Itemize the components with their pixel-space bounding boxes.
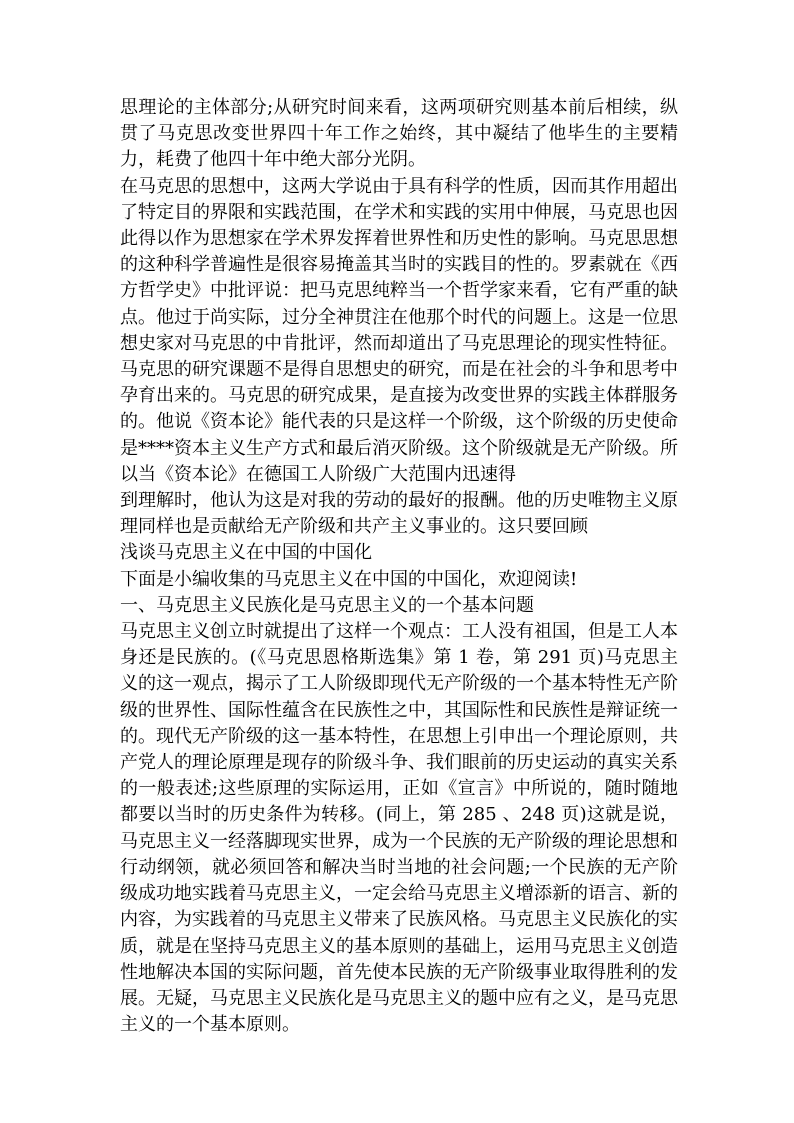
paragraph-understanding: 到理解时，他认为这是对我的劳动的最好的报酬。他的历史唯物主义原理同样也是贡献给无产阶级和共产主义事业的。这只要回顾 — [120, 490, 678, 538]
section-title: 浅谈马克思主义在中国的中国化 — [120, 542, 372, 564]
document-page — [120, 95, 678, 1038]
paragraph-marx-science: 在马克思的思想中，这两大学说由于具有科学的性质，因而其作用超出了特定目的界限和实践范围，在学术和实践的实用中伸展，马克思也因此得以作为思想家在学术界发挥着世界性和历史性的影响。马克思思想的这种科学普遍性是很容易掩盖其当时的实践目的性的。罗素就在《西方哲学史》中批评说：把马克思纯粹当一个哲学家来看，它有严重的缺点。他过于尚实际，过分全神贯注在他那个时代的问题上。这是一位思想史家对马克思的中肯批评，然而却道出了马克思理论的现实性特征。马克思的研究课题不是得自思想史的研究，而是在社会的斗争和思考中孕育出来的。马克思的研究成果，是直接为改变世界的实践主体群服务的。他说《资本论》能代表的只是这样一个阶级，这个阶级的历史使命是****资本主义生产方式和最后消灭阶级。这个阶级就是无产阶级。所以当《资本论》在德国工人阶级广大范围内迅速得 — [120, 175, 678, 485]
intro-line: 下面是小编收集的马克思主义在中国的中国化，欢迎阅读! — [120, 568, 578, 590]
heading-one: 一、马克思主义民族化是马克思主义的一个基本问题 — [120, 594, 534, 616]
paragraph-nationalization: 马克思主义创立时就提出了这样一个观点：工人没有祖国，但是工人本身还是民族的。(《马克思恩格斯选集》第 1 卷，第 291 页)马克思主义的这一观点，揭示了工人阶级即现代无产阶级的一个基本特性无产阶级的世界性、国际性蕴含在民族性之中，其国际性和民族性是辩证统一的。现代无产阶级的这一基本特性，在思想上引申出一个理论原则，共产党人的理论原理是现存的阶级斗争、我们眼前的历史运动的真实关系的一般表述;这些原理的实际运用，正如《宣言》中所说的，随时随地都要以当时的历史条件为转移。(同上，第 285 、248 页)这就是说，马克思主义一经落脚现实世界，成为一个民族的无产阶级的理论思想和行动纲领，就必须回答和解决当时当地的社会问题;一个民族的无产阶级成功地实践着马克思主义，一定会给马克思主义增添新的语言、新的内容，为实践着的马克思主义带来了民族风格。马克思主义民族化的实质，就是在坚持马克思主义的基本原则的基础上，运用马克思主义创造性地解决本国的实际问题，首先使本民族的无产阶级事业取得胜利的发展。无疑，马克思主义民族化是马克思主义的题中应有之义，是马克思主义的一个基本原则。 — [120, 621, 678, 1036]
paragraph-continuation: 思理论的主体部分;从研究时间来看，这两项研究则基本前后相续，纵贯了马克思改变世界四十年工作之始终，其中凝结了他毕生的主要精力，耗费了他四十年中绝大部分光阴。 — [120, 97, 678, 171]
